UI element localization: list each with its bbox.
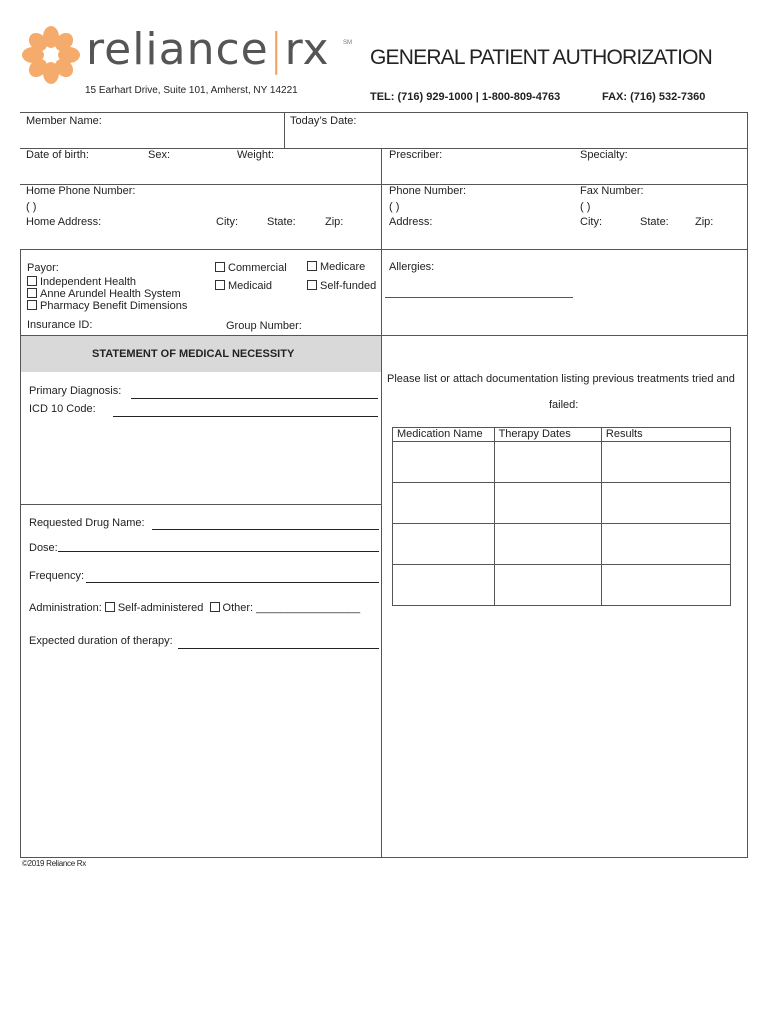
prescriber-phone-field[interactable]: Phone Number: (389, 185, 467, 197)
prescriber-city-field[interactable]: City: (580, 216, 602, 228)
checkbox-icon[interactable] (27, 300, 37, 310)
grid-divider (381, 148, 382, 250)
table-row (393, 483, 731, 524)
prescriber-zip-field[interactable]: Zip: (695, 216, 714, 228)
table-cell[interactable] (601, 442, 730, 483)
table-cell[interactable] (601, 483, 730, 524)
home-state-field[interactable]: State: (267, 216, 296, 228)
allergies-field[interactable]: Allergies: (389, 261, 435, 273)
logo-divider: | (268, 24, 285, 75)
insurance-id-field[interactable]: Insurance ID: (27, 319, 93, 331)
icd10-code-line[interactable] (113, 416, 378, 417)
primary-diagnosis-field[interactable]: Primary Diagnosis: (29, 385, 122, 397)
icd10-code-field[interactable]: ICD 10 Code: (29, 403, 96, 415)
table-header-row (393, 428, 731, 442)
prescriber-phone-area-code: ( ) (389, 201, 400, 213)
drug-details-box (20, 504, 382, 858)
payor-option-label: Anne Arundel Health System (40, 288, 181, 300)
grid-divider (747, 112, 748, 250)
expected-duration-line[interactable] (178, 648, 379, 649)
administration-field (29, 602, 360, 614)
sex-field[interactable]: Sex: (148, 149, 171, 161)
treatments-instruction-line1: Please list or attach documentation listing previous treatments tried and (387, 373, 735, 385)
prescriber-field[interactable]: Prescriber: (389, 149, 443, 161)
copyright-footer: ©2019 Reliance Rx (22, 859, 86, 868)
company-address: 15 Earhart Drive, Suite 101, Amherst, NY 14221 (85, 85, 298, 96)
table-cell[interactable] (393, 442, 495, 483)
home-address-field[interactable]: Home Address: (26, 216, 102, 228)
table-cell[interactable] (601, 565, 730, 606)
date-of-birth-field[interactable]: Date of birth: (26, 149, 89, 161)
table-cell[interactable] (494, 442, 601, 483)
dose-line[interactable] (58, 551, 379, 552)
payor-option-pbd[interactable] (27, 300, 187, 312)
payor-option-self-funded[interactable] (307, 280, 376, 292)
table-cell[interactable] (601, 524, 730, 565)
checkbox-icon[interactable] (307, 280, 317, 290)
checkbox-icon[interactable] (307, 261, 317, 271)
table-cell[interactable] (494, 483, 601, 524)
allergies-box (381, 250, 748, 336)
reliance-rx-flower-logo-icon (22, 26, 80, 84)
payor-option-label: Commercial (228, 262, 287, 274)
administration-label: Administration: (29, 602, 102, 614)
requested-drug-line[interactable] (152, 529, 379, 530)
payor-option-label: Independent Health (40, 276, 137, 288)
logo-text-rx: rx (284, 24, 330, 75)
logo-trademark: SM (343, 40, 352, 46)
payor-option-medicare[interactable] (307, 261, 365, 273)
checkbox-icon[interactable] (27, 288, 37, 298)
allergies-underline (385, 297, 573, 298)
payor-option-label: Medicaid (228, 280, 273, 292)
requested-drug-field[interactable]: Requested Drug Name: (29, 517, 145, 529)
primary-diagnosis-line[interactable] (131, 398, 378, 399)
payor-option-commercial[interactable] (215, 262, 287, 274)
column-header-therapy-dates: Therapy Dates (494, 428, 601, 442)
expected-duration-field[interactable]: Expected duration of therapy: (29, 635, 173, 647)
prescriber-fax-field[interactable]: Fax Number: (580, 185, 644, 197)
payor-option-label: Pharmacy Benefit Dimensions (40, 300, 188, 312)
table-row (393, 524, 731, 565)
medical-necessity-heading: STATEMENT OF MEDICAL NECESSITY (92, 348, 295, 360)
table-row (393, 442, 731, 483)
payor-option-label: Self-funded (320, 280, 377, 292)
specialty-field[interactable]: Specialty: (580, 149, 628, 161)
checkbox-icon[interactable] (27, 276, 37, 286)
weight-field[interactable]: Weight: (237, 149, 275, 161)
table-cell[interactable] (393, 524, 495, 565)
table-cell[interactable] (393, 483, 495, 524)
logo-text-reliance: reliance (86, 24, 269, 75)
group-number-field[interactable]: Group Number: (226, 320, 302, 332)
member-name-field[interactable]: Member Name: (26, 115, 102, 127)
grid-divider (20, 148, 748, 149)
payor-label: Payor: (27, 262, 59, 274)
table-row (393, 565, 731, 606)
home-zip-field[interactable]: Zip: (325, 216, 344, 228)
table-cell[interactable] (393, 565, 495, 606)
checkbox-icon[interactable] (215, 280, 225, 290)
form-title: GENERAL PATIENT AUTHORIZATION (370, 46, 713, 69)
telephone-numbers: TEL: (716) 929-1000 | 1-800-809-4763 (370, 91, 561, 103)
prescriber-state-field[interactable]: State: (640, 216, 669, 228)
grid-divider (284, 112, 285, 148)
treatments-instruction-line2: failed: (549, 399, 579, 411)
previous-treatments-table (392, 427, 731, 606)
self-administered-option[interactable]: Self-administered (117, 602, 204, 614)
column-header-results: Results (601, 428, 730, 442)
dose-field[interactable]: Dose: (29, 542, 58, 554)
home-phone-field[interactable]: Home Phone Number: (26, 185, 136, 197)
checkbox-icon[interactable] (105, 602, 115, 612)
fax-number: FAX: (716) 532-7360 (602, 91, 706, 103)
home-city-field[interactable]: City: (216, 216, 238, 228)
payor-option-medicaid[interactable] (215, 280, 272, 292)
todays-date-field[interactable]: Today’s Date: (290, 115, 357, 127)
column-header-medication-name: Medication Name (393, 428, 495, 442)
logo-wordmark (86, 24, 330, 75)
frequency-field[interactable]: Frequency: (29, 570, 85, 582)
payor-option-independent-health[interactable] (27, 276, 136, 288)
table-cell[interactable] (494, 524, 601, 565)
other-administration-option[interactable]: Other: _________________ (222, 602, 361, 614)
checkbox-icon[interactable] (215, 262, 225, 272)
frequency-line[interactable] (86, 582, 379, 583)
payor-option-label: Medicare (320, 261, 366, 273)
checkbox-icon[interactable] (210, 602, 220, 612)
payor-option-anne-arundel[interactable] (27, 288, 181, 300)
member-info-grid (20, 112, 748, 250)
table-cell[interactable] (494, 565, 601, 606)
home-phone-area-code: ( ) (26, 201, 37, 213)
prescriber-fax-area-code: ( ) (580, 201, 591, 213)
prescriber-address-field[interactable]: Address: (389, 216, 433, 228)
